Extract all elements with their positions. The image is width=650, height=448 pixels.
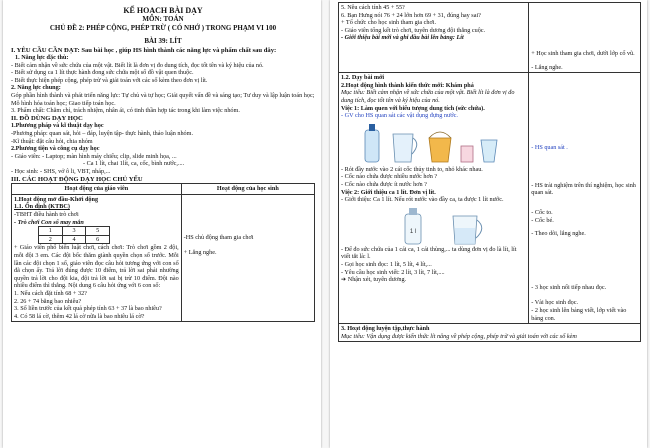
- grid-cell[interactable]: 1: [39, 227, 63, 236]
- text-line: + Lắng nghe.: [183, 249, 217, 257]
- cup-icon: [461, 146, 473, 162]
- glass-icon: [481, 140, 497, 162]
- text-line: -TBHT điều hành trò chơi: [14, 210, 79, 218]
- text-line: - Học sinh: - SHS, vở ô li, VBT, nháp,...: [11, 168, 111, 175]
- plan-title: KẾ HOẠCH BÀI DẠY: [123, 6, 203, 15]
- text-line: + Tổ chức cho học sinh tham gia chơi.: [341, 19, 437, 27]
- activity-table: [11, 183, 315, 322]
- game-name: - Trò chơi Con số may mắn: [14, 218, 84, 226]
- liter-jug-icon: [453, 216, 482, 244]
- activity-subheading: 1.1. Ổn định (KTBC): [14, 203, 70, 211]
- task-heading: Việc 2: Giới thiệu ca 1 lít. Đơn vị lít.: [341, 188, 436, 196]
- activity-heading: 1.Hoạt động mở đầu-Khởi động: [14, 195, 99, 203]
- text-line: - Biết thực hiện phép cộng, phép trừ và giải toán với các số kèm theo đơn vị lít.: [11, 76, 208, 84]
- objective-line: Mục tiêu: Vận dụng được kiến thức lít nâng về phép cộng, phép trừ và giải toán với các số kèm: [341, 332, 577, 340]
- text-line: - Cốc bé.: [531, 216, 554, 224]
- text-line: - GV cho HS quan sát các vật dụng đựng nước.: [341, 112, 458, 120]
- text-line: - HS quan sát .: [531, 144, 568, 152]
- text-line: - Giáo viên: - Laptop; màn hình máy chiếu; clip, slide minh họa, ...: [11, 152, 177, 160]
- section-heading: III. CÁC HOẠT ĐỘNG DẠY HỌC CHỦ YẾU: [11, 175, 143, 183]
- text-line: - Lắng nghe.: [531, 63, 563, 71]
- jug-icon: [393, 134, 417, 162]
- text-line: - Theo dõi, lắng nghe.: [531, 230, 586, 238]
- teacher-cell: [339, 3, 529, 73]
- water-bottle-icon: [365, 124, 379, 162]
- topic-title: CHỦ ĐỀ 2: PHÉP CỘNG, PHÉP TRỪ ( CÓ NHỚ ) TRONG PHẠM VI 100: [49, 23, 277, 32]
- question-line: - Cốc nào chứa được ít nước hơn ?: [341, 180, 427, 188]
- text-line: - Yêu cầu học sinh viết: 2 lít, 3 lít, 7 lít,....: [341, 268, 445, 276]
- water-containers-image: [359, 122, 509, 166]
- new-lesson-line: - Giới thiệu bài mới và ghi đầu bài lên bảng: Lít: [341, 34, 464, 42]
- practice-cell: [339, 324, 641, 342]
- teacher-cell: [12, 194, 182, 322]
- text-line: - 2 học sinh lên bảng viết, lớp viết vào bảng con.: [531, 306, 627, 322]
- sub-heading: 2. Năng lực chung:: [11, 84, 61, 92]
- sub-heading: 1. Năng lực đặc thù:: [15, 54, 69, 62]
- sub-heading: 2.Phương tiện và công cụ dạy học: [11, 145, 100, 153]
- question-line: 2. 26 + 74 bằng bao nhiêu?: [14, 297, 82, 305]
- text-line: - Cốc to.: [531, 208, 553, 216]
- activity-heading: 1.2. Dạy bài mới: [341, 74, 385, 82]
- grid-cell[interactable]: 6: [86, 235, 110, 244]
- bottle-label: 1 l: [409, 228, 417, 235]
- text-line: - HS trải nghiệm trên thí nghiệm, học sinh quan sát.: [531, 181, 636, 197]
- text-line: -Phương pháp: quan sát, hỏi – đáp, luyện tập- thực hành, thảo luận nhóm.: [11, 130, 193, 138]
- table-header-teacher: Hoạt động của giáo viên: [12, 184, 182, 195]
- bucket-icon: [429, 132, 451, 162]
- text-line: - Biết cảm nhận về sức chứa của một vật. Biết lít là đơn vị đo dung tích, đọc tốt tên và ký hiệu của nó.: [11, 61, 264, 69]
- document-page-left: [3, 0, 321, 448]
- text-line: - Giáo viên tổng kết trò chơi, tuyên dương đội thắng cuộc.: [341, 26, 486, 34]
- text-line: ➔ Nhận xét, tuyên dương.: [341, 276, 407, 284]
- text-line: - Giới thiệu: Ca 1 lít. Nếu rót nước vào đầy ca, ta được 1 lít nước.: [341, 196, 504, 204]
- grid-cell[interactable]: 5: [86, 227, 110, 236]
- text-line: -HS chủ động tham gia chơi: [183, 233, 254, 241]
- objective-line: Mục tiêu: Biết cảm nhận về sức chứa của một vật. Biết lít là đơn vị đo dung tích, đọc tốt tên và ký hiệu của nó.: [341, 89, 515, 104]
- text-line: - Vài học sinh đọc.: [531, 299, 579, 307]
- question-line: 3. Số liền trước của kết quả phép tính 63 + 37 là bao nhiêu?: [14, 305, 162, 313]
- text-line: -Kĩ thuật: đặt câu hỏi, chia nhóm: [11, 137, 93, 145]
- question-line: 1. Nếu cách đặt tính 68 + 32?: [14, 289, 87, 297]
- text-line: 3. Phẩm chất: Chăm chỉ, trách nhiệm, nhân ái, có tinh thần hợp tác trong khi làm việc nhóm.: [11, 107, 240, 115]
- text-line: - Để đo sức chứa của 1 cái ca, 1 cái thùng,... ta dùng đơn vị đo là lít, lít viết tắt là: l.: [341, 245, 517, 261]
- student-cell: [529, 3, 641, 73]
- text-line: - Biết sử dụng ca 1 lít thực hành đong sức chứa một số đồ vật quen thuộc.: [11, 69, 194, 77]
- question-line: 4. Có 58 lá cờ, thêm 42 lá cờ nữa là bao nhiêu lá cờ?: [14, 312, 145, 320]
- teacher-cell: [339, 73, 529, 324]
- text-line: - Rót đầy nước vào 2 cái cốc thủy tinh to, nhỏ khác nhau.: [341, 165, 483, 173]
- text-line: - Ca 1 lít, chai 1lít, ca, cốc, bình nước,....: [83, 160, 185, 168]
- table-header-student: Hoạt động của học sinh: [181, 184, 314, 195]
- activity-heading: 2.Hoạt động hình thành kiến thức mới: Khám phá: [341, 81, 474, 89]
- question-line: 6. Bạn Hưng nói 76 + 24 lớn hơn 69 + 31, đúng hay sai?: [341, 11, 481, 19]
- text-line: - 3 học sinh nối tiếp nhau đọc.: [531, 283, 607, 291]
- grid-cell[interactable]: 3: [62, 227, 86, 236]
- text-line: - Gọi học sinh đọc: 1 lít, 5 lít, 4 lít,...: [341, 260, 432, 268]
- activity-heading: 3. Hoạt động luyện tập,thực hành: [341, 325, 430, 333]
- liter-bottle-icon: [405, 208, 421, 244]
- text-line: + Học sinh tham gia chơi, dưới lớp cổ vũ.: [531, 50, 635, 57]
- document-page-right: [330, 0, 647, 448]
- question-line: - Cốc nào chứa được nhiều nước hơn ?: [341, 173, 438, 181]
- grid-cell[interactable]: 2: [39, 235, 63, 244]
- lesson-title: BÀI 39: LÍT: [144, 37, 182, 45]
- sub-heading: 1.Phương pháp và kĩ thuật dạy học: [11, 122, 104, 130]
- subject-title: MÔN: TOÁN: [142, 15, 184, 23]
- text-line: + Giáo viên phổ biến luật chơi, cách chơi: Trò chơi gồm 2 đội, mỗi đội 3 em. Các đội bốc thăm giành quyền chọn số trước. Mỗi lần các đội chọn 1 số, giáo viên đọc câu hỏi tương ứng với con số đã chọn ấy. Trả lời đúng được 10 điểm, trả lời sai phải nhường quyền trả lời cho đội kia, đội trả lời sai bị trừ 10 điểm. Đội nào nhiều điểm thì thắng. Nội dung 6 câu hỏi ứng với 6 con số:: [14, 244, 179, 290]
- student-cell: [181, 194, 314, 322]
- section-heading: I. YÊU CẦU CẦN ĐẠT: Sau bài học , giúp HS hình thành các năng lực và phẩm chất sau đây:: [11, 46, 277, 54]
- grid-cell[interactable]: 4: [62, 235, 86, 244]
- student-cell: [529, 73, 641, 324]
- text-line: Góp phần hình thành và phát triển năng lực: Tự chủ và tự học; Giải quyết vấn đề và sáng tạo; Tư duy và lập luận toán học; Mô hình hóa toán học; Giao tiếp toán học.: [11, 92, 315, 107]
- task-heading: Việc 1: Làm quen với biểu tượng dung tích (sức chứa).: [341, 104, 485, 112]
- lucky-number-grid: [38, 226, 110, 244]
- activity-table-continued: [338, 2, 641, 342]
- one-liter-image: [381, 206, 531, 246]
- section-heading: II. ĐỒ DÙNG DẠY HỌC: [11, 114, 83, 122]
- question-line: 5. Nêu cách tính 45 + 55?: [341, 4, 405, 11]
